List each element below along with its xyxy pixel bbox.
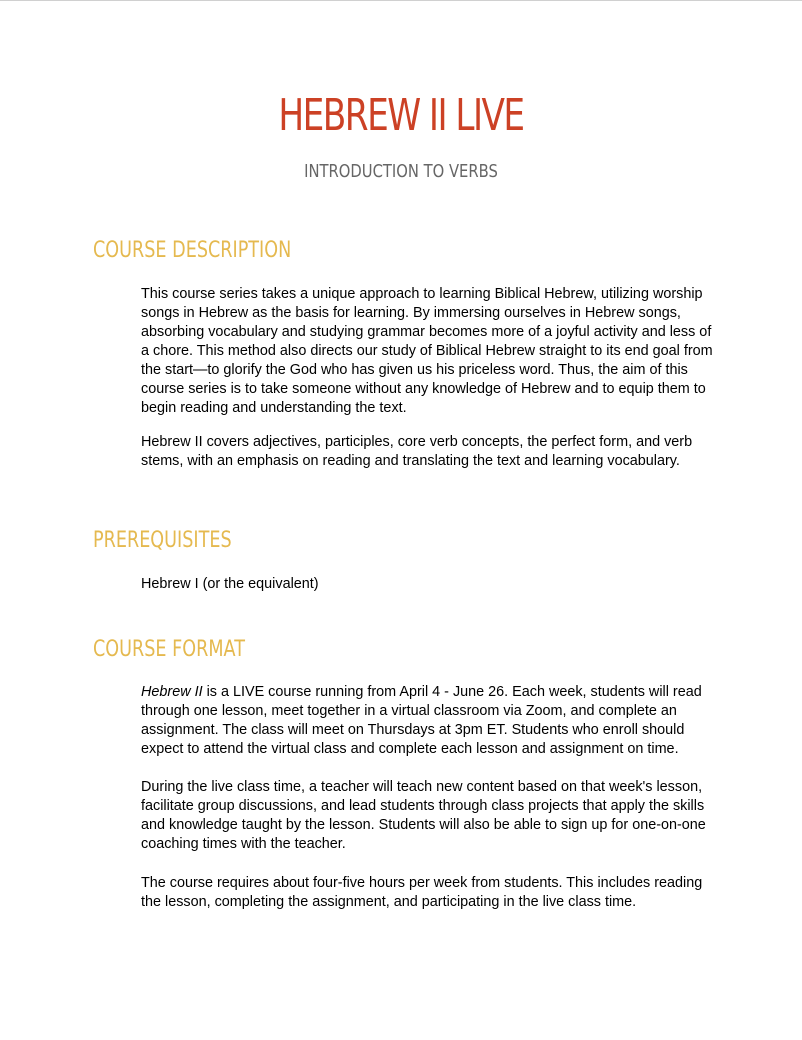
heading-prerequisites: PREREQUISITES [93, 528, 232, 553]
course-title-italic: Hebrew II [141, 684, 203, 700]
course-description-paragraph-1: This course series takes a unique approach to learning Biblical Hebrew, utilizing worship songs in Hebrew as the basis for learning. By immersing ourselves in Hebrew songs, absorbing vocabulary and studying grammar becomes more of a joyful activity and less of a chore. This method also directs our study of Biblical Hebrew straight to its end goal from the start—to glorify the God who has given us his priceless word. Thus, the aim of this course series is to take someone without any knowledge of Hebrew and to equip them to begin reading and understanding the text. [141, 286, 713, 416]
prerequisites-text: Hebrew I (or the equivalent) [141, 576, 319, 592]
course-format-paragraph-2: During the live class time, a teacher will teach new content based on that week's lesson, facilitate group discussions, and lead students through class projects that apply the skills and knowledge taught by the lesson. Students will also be able to sign up for one-on-one coaching times with the teacher. [141, 779, 706, 852]
heading-course-format: COURSE FORMAT [93, 637, 245, 662]
course-format-paragraph-3: The course requires about four-five hours per week from students. This includes reading the lesson, completing the assignment, and participating in the live class time. [141, 875, 703, 910]
page-top-border [0, 0, 802, 1]
heading-course-description: COURSE DESCRIPTION [93, 238, 292, 263]
course-format-intro-text: is a LIVE course running from April 4 - June 26. Each week, students will read through one lesson, meet together in a virtual classroom via Zoom, and complete an assignment. The class will meet on Thursdays at 3pm ET. Students who enroll should expect to attend the virtual class and complete each lesson and assignment on time. [141, 684, 702, 757]
document-subtitle: INTRODUCTION TO VERBS [304, 161, 498, 182]
course-format-paragraph-1 [141, 683, 713, 759]
document-title: HEBREW II LIVE [278, 90, 524, 141]
course-description-paragraph-2: Hebrew II covers adjectives, participles, core verb concepts, the perfect form, and verb stems, with an emphasis on reading and translating the text and learning vocabulary. [141, 434, 693, 469]
